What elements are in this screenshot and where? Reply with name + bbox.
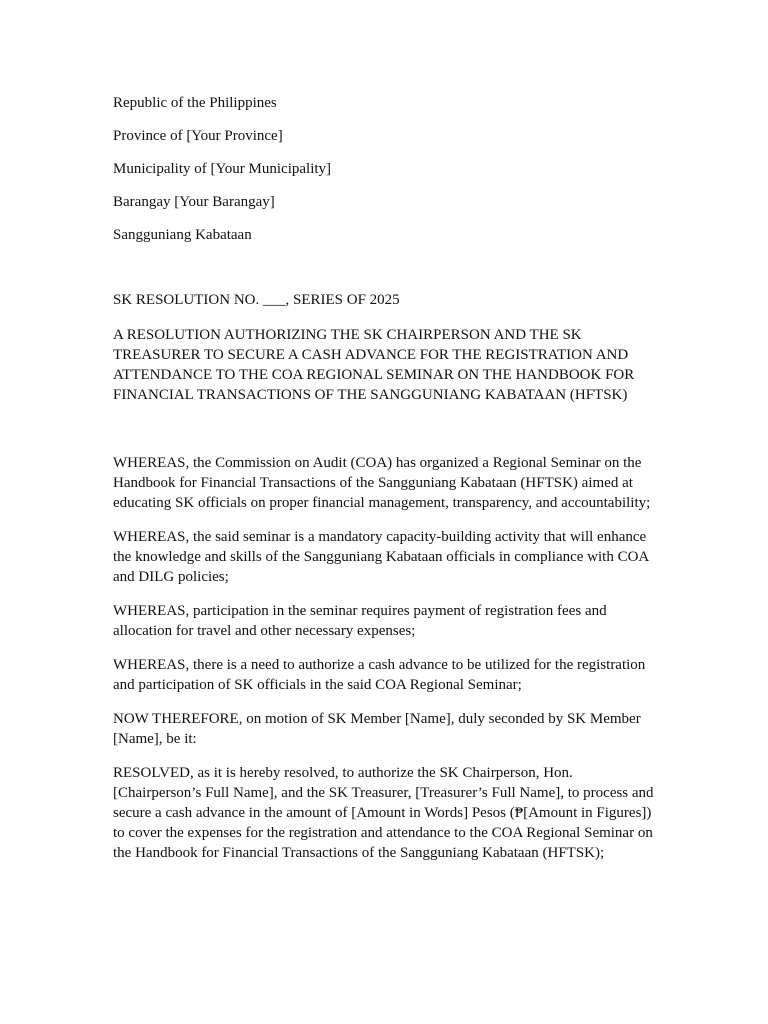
now-therefore-paragraph: NOW THEREFORE, on motion of SK Member [Name], duly seconded by SK Member [Name], be it: bbox=[113, 711, 641, 747]
whereas-paragraph-4: WHEREAS, there is a need to authorize a cash advance to be utilized for the registration and participation of SK officials in the said COA Regional Seminar; bbox=[113, 657, 646, 693]
header-municipality: Municipality of [Your Municipality] bbox=[113, 161, 332, 177]
header-council: Sangguniang Kabataan bbox=[113, 227, 252, 243]
resolved-paragraph: RESOLVED, as it is hereby resolved, to authorize the SK Chairperson, Hon. [Chairperson’s Full Name], and the SK Treasurer, [Treasurer’s Full Name], to process and secure a cash advance in the amount of [Amount in Words] Pesos (₱[Amount in Figures]) to cover the expenses for the registration and attendance to the COA Regional Seminar on the Handbook for Financial Transactions of the Sangguniang Kabataan (HFTSK); bbox=[113, 765, 654, 861]
document-page bbox=[113, 93, 658, 877]
header-barangay: Barangay [Your Barangay] bbox=[113, 194, 275, 210]
header-province: Province of [Your Province] bbox=[113, 128, 283, 144]
whereas-paragraph-3: WHEREAS, participation in the seminar requires payment of registration fees and allocation for travel and other necessary expenses; bbox=[113, 603, 607, 639]
whereas-paragraph-2: WHEREAS, the said seminar is a mandatory capacity-building activity that will enhance the knowledge and skills of the Sangguniang Kabataan officials in compliance with COA and DILG policies; bbox=[113, 529, 649, 585]
header-country: Republic of the Philippines bbox=[113, 95, 277, 111]
resolution-number: SK RESOLUTION NO. ___, SERIES OF 2025 bbox=[113, 292, 400, 308]
resolution-title: A RESOLUTION AUTHORIZING THE SK CHAIRPERSON AND THE SK TREASURER TO SECURE A CASH ADVANCE FOR THE REGISTRATION AND ATTENDANCE TO THE COA REGIONAL SEMINAR ON THE HANDBOOK FOR FINANCIAL TRANSACTIONS OF THE SANGGUNIANG KABATAAN (HFTSK) bbox=[113, 327, 635, 403]
resolution-body bbox=[113, 453, 658, 863]
whereas-paragraph-1: WHEREAS, the Commission on Audit (COA) has organized a Regional Seminar on the Handbook for Financial Transactions of the Sangguniang Kabataan (HFTSK) aimed at educating SK officials on proper financial management, transparency, and accountability; bbox=[113, 455, 651, 511]
